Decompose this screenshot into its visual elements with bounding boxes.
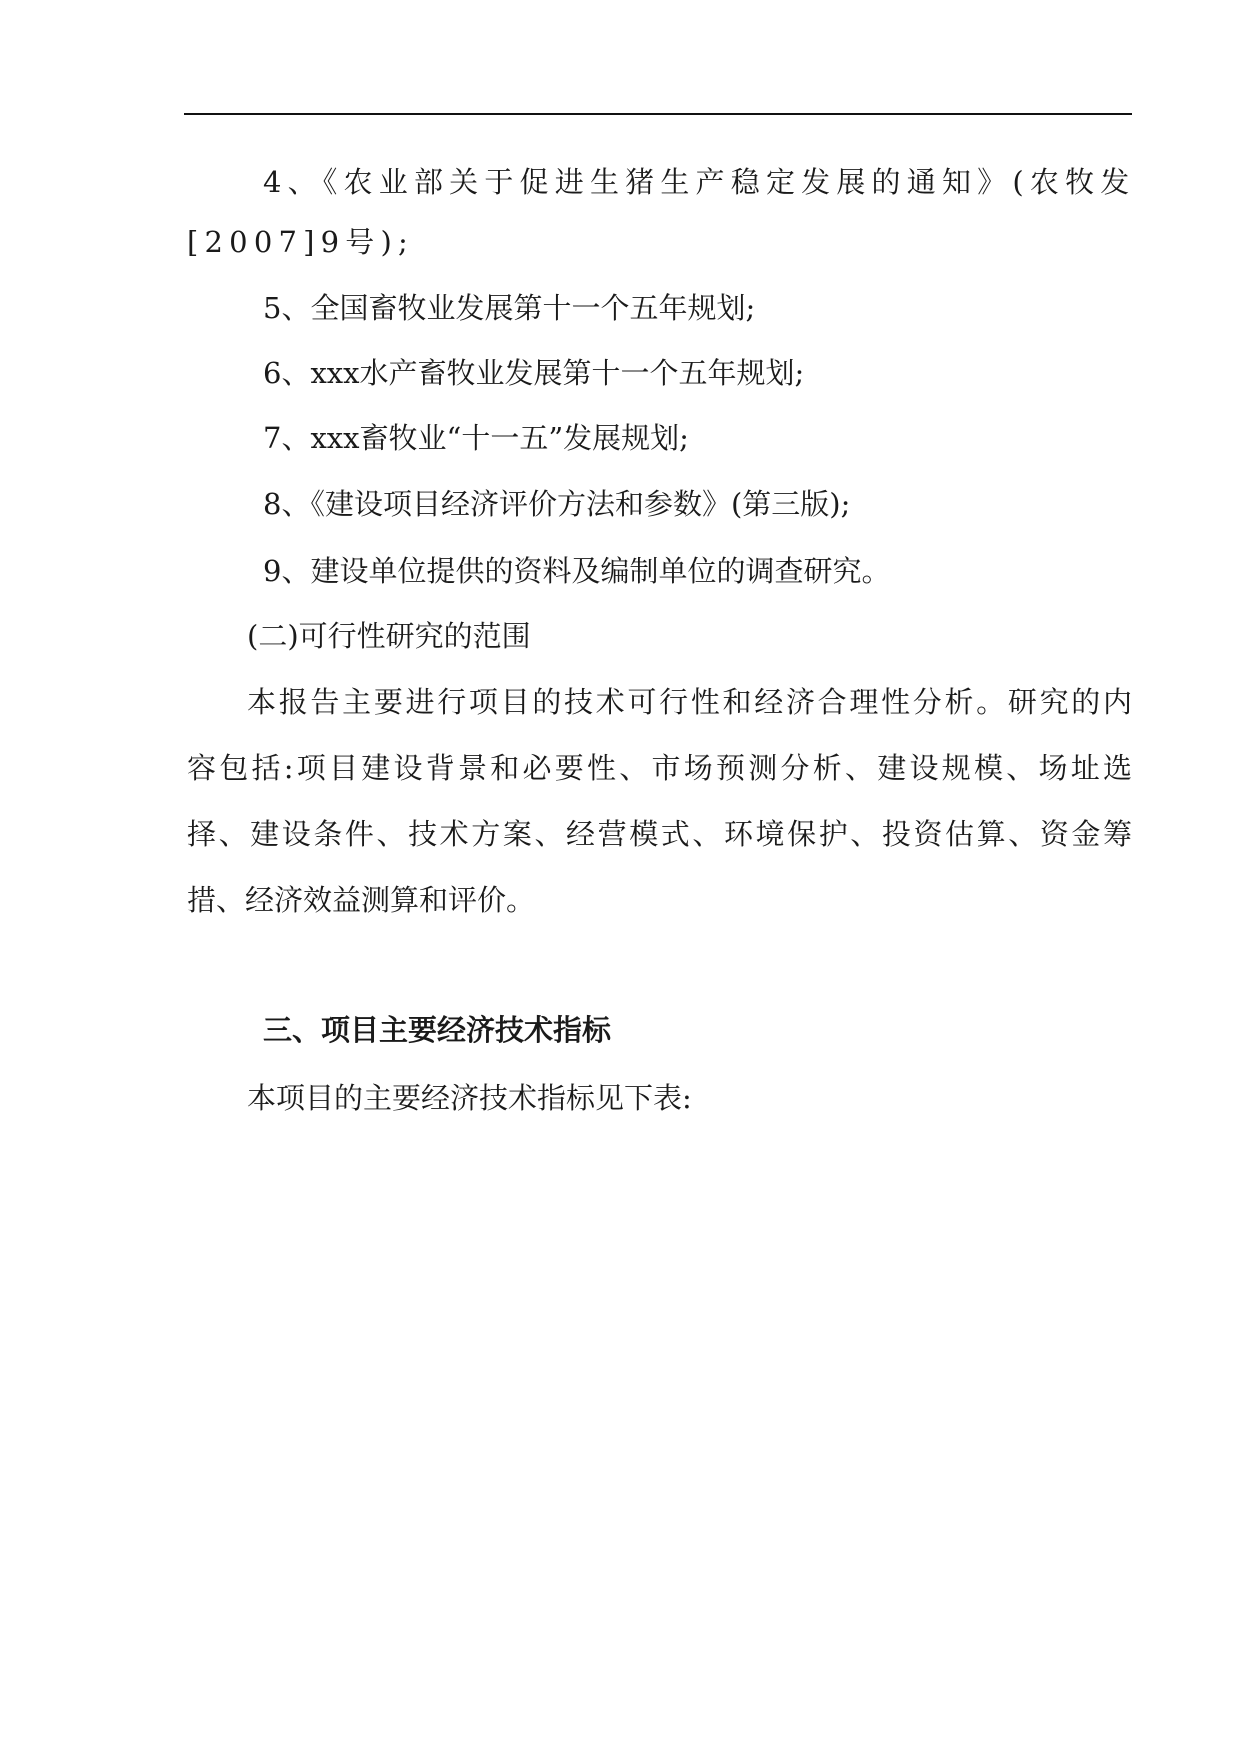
basis-item-9: 9、建设单位提供的资料及编制单位的调查研究。 bbox=[263, 554, 891, 588]
basis-item-7: 7、xxx畜牧业“十一五”发展规划; bbox=[263, 421, 689, 455]
basis-item-5: 5、全国畜牧业发展第十一个五年规划; bbox=[263, 291, 756, 325]
basis-item-8: 8、《建设项目经济评价方法和参数》(第三版); bbox=[263, 487, 851, 521]
scope-paragraph-line-2: 容包括:项目建设背景和必要性、市场预测分析、建设规模、场址选 bbox=[187, 751, 1132, 785]
scope-paragraph-line-3: 择、建设条件、技术方案、经营模式、环境保护、投资估算、资金筹 bbox=[187, 817, 1132, 851]
scope-heading: (二)可行性研究的范围 bbox=[247, 619, 531, 653]
header-rule bbox=[184, 113, 1132, 115]
section-intro: 本项目的主要经济技术指标见下表: bbox=[247, 1081, 692, 1115]
basis-item-4-line-2: [2007]9号); bbox=[187, 225, 414, 259]
scope-paragraph-line-1: 本报告主要进行项目的技术可行性和经济合理性分析。研究的内 bbox=[247, 685, 1132, 719]
scope-paragraph-line-4: 措、经济效益测算和评价。 bbox=[187, 883, 536, 917]
basis-item-4-line-1: 4、《农业部关于促进生猪生产稳定发展的通知》(农牧发 bbox=[263, 165, 1136, 199]
basis-item-6: 6、xxx水产畜牧业发展第十一个五年规划; bbox=[263, 356, 805, 390]
section-heading: 三、项目主要经济技术指标 bbox=[263, 1013, 612, 1047]
